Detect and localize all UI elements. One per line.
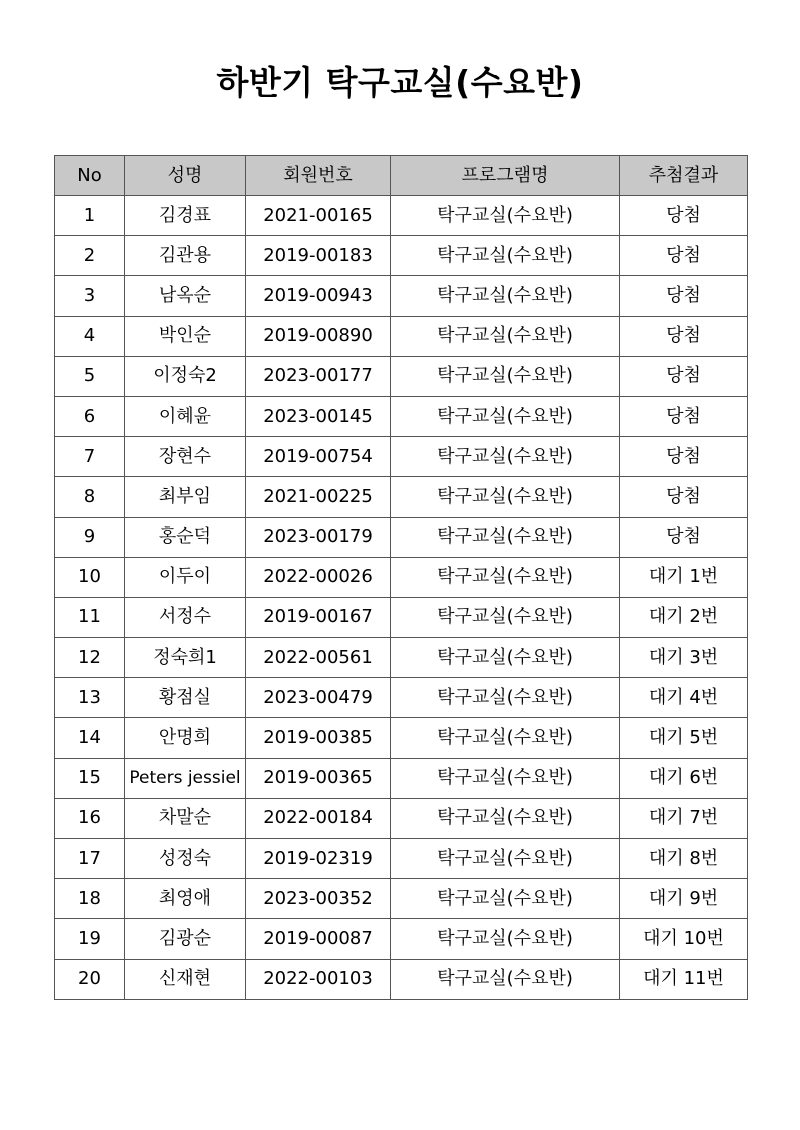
document-title: 하반기 탁구교실(수요반) [216,63,584,102]
table-row [55,919,748,959]
cell-no: 9 [55,517,125,557]
cell-no: 10 [55,557,125,597]
cell-result: 당첨 [620,477,748,517]
cell-program: 탁구교실(수요반) [391,396,620,436]
table-row [55,798,748,838]
cell-no: 13 [55,678,125,718]
cell-result: 당첨 [620,276,748,316]
cell-result: 대기 1번 [620,557,748,597]
table-row [55,276,748,316]
cell-no: 20 [55,959,125,999]
cell-no: 15 [55,758,125,798]
cell-member-id: 2023-00479 [246,678,391,718]
cell-member-id: 2022-00026 [246,557,391,597]
cell-name: 황점실 [125,678,246,718]
cell-result: 당첨 [620,437,748,477]
cell-result: 대기 2번 [620,597,748,637]
cell-program: 탁구교실(수요반) [391,437,620,477]
table-row [55,236,748,276]
cell-no: 8 [55,477,125,517]
cell-program: 탁구교실(수요반) [391,959,620,999]
cell-result: 당첨 [620,316,748,356]
cell-name: 최영애 [125,879,246,919]
table-row [55,718,748,758]
table-row [55,959,748,999]
cell-member-id: 2021-00225 [246,477,391,517]
cell-member-id: 2019-00890 [246,316,391,356]
cell-result: 당첨 [620,356,748,396]
cell-result: 당첨 [620,517,748,557]
cell-program: 탁구교실(수요반) [391,517,620,557]
cell-result: 대기 7번 [620,798,748,838]
table-row [55,356,748,396]
cell-program: 탁구교실(수요반) [391,678,620,718]
cell-no: 7 [55,437,125,477]
table-row [55,678,748,718]
cell-name: 이정숙2 [125,356,246,396]
header-result: 추첨결과 [620,156,748,196]
cell-result: 당첨 [620,236,748,276]
cell-program: 탁구교실(수요반) [391,356,620,396]
cell-result: 대기 4번 [620,678,748,718]
cell-no: 11 [55,597,125,637]
cell-member-id: 2019-00183 [246,236,391,276]
table-row [55,557,748,597]
header-program: 프로그램명 [391,156,620,196]
cell-member-id: 2019-02319 [246,839,391,879]
cell-no: 3 [55,276,125,316]
header-member-id: 회원번호 [246,156,391,196]
cell-member-id: 2023-00352 [246,879,391,919]
cell-member-id: 2021-00165 [246,196,391,236]
cell-member-id: 2023-00177 [246,356,391,396]
table-row [55,477,748,517]
cell-name: 박인순 [125,316,246,356]
cell-program: 탁구교실(수요반) [391,758,620,798]
table-row [55,758,748,798]
cell-member-id: 2019-00167 [246,597,391,637]
cell-no: 19 [55,919,125,959]
cell-no: 2 [55,236,125,276]
cell-member-id: 2019-00754 [246,437,391,477]
table-row [55,437,748,477]
cell-no: 12 [55,638,125,678]
cell-program: 탁구교실(수요반) [391,597,620,637]
cell-result: 당첨 [620,396,748,436]
cell-program: 탁구교실(수요반) [391,316,620,356]
cell-name: 성정숙 [125,839,246,879]
table-row [55,196,748,236]
cell-name: 정숙희1 [125,638,246,678]
table-header-row [55,156,748,196]
cell-no: 4 [55,316,125,356]
cell-no: 14 [55,718,125,758]
cell-program: 탁구교실(수요반) [391,718,620,758]
cell-no: 17 [55,839,125,879]
table-row [55,517,748,557]
table-row [55,638,748,678]
cell-program: 탁구교실(수요반) [391,196,620,236]
cell-name: 이혜윤 [125,396,246,436]
cell-program: 탁구교실(수요반) [391,879,620,919]
cell-member-id: 2023-00145 [246,396,391,436]
cell-result: 대기 9번 [620,879,748,919]
cell-member-id: 2022-00561 [246,638,391,678]
cell-result: 대기 5번 [620,718,748,758]
cell-result: 대기 10번 [620,919,748,959]
lottery-result-table [54,155,748,1000]
cell-result: 대기 8번 [620,839,748,879]
cell-no: 1 [55,196,125,236]
cell-name: 김경표 [125,196,246,236]
cell-name: 홍순덕 [125,517,246,557]
cell-name: 안명희 [125,718,246,758]
cell-program: 탁구교실(수요반) [391,638,620,678]
cell-name: 남옥순 [125,276,246,316]
cell-name: 김광순 [125,919,246,959]
cell-no: 16 [55,798,125,838]
table-body [55,196,748,1000]
cell-name: 서정수 [125,597,246,637]
cell-name: 이두이 [125,557,246,597]
cell-name: 최부임 [125,477,246,517]
cell-program: 탁구교실(수요반) [391,919,620,959]
cell-result: 당첨 [620,196,748,236]
table-row [55,597,748,637]
cell-member-id: 2019-00385 [246,718,391,758]
cell-program: 탁구교실(수요반) [391,557,620,597]
cell-no: 6 [55,396,125,436]
cell-no: 5 [55,356,125,396]
cell-program: 탁구교실(수요반) [391,839,620,879]
cell-program: 탁구교실(수요반) [391,236,620,276]
table-row [55,839,748,879]
cell-member-id: 2022-00184 [246,798,391,838]
table-row [55,396,748,436]
cell-member-id: 2019-00943 [246,276,391,316]
cell-member-id: 2019-00087 [246,919,391,959]
cell-result: 대기 6번 [620,758,748,798]
cell-program: 탁구교실(수요반) [391,276,620,316]
table-row [55,879,748,919]
cell-result: 대기 11번 [620,959,748,999]
cell-program: 탁구교실(수요반) [391,477,620,517]
header-name: 성명 [125,156,246,196]
cell-name: 장현수 [125,437,246,477]
cell-no: 18 [55,879,125,919]
cell-member-id: 2019-00365 [246,758,391,798]
cell-name: Peters jessiel [125,758,246,798]
cell-member-id: 2023-00179 [246,517,391,557]
cell-member-id: 2022-00103 [246,959,391,999]
cell-name: 신재현 [125,959,246,999]
cell-name: 김관용 [125,236,246,276]
header-no: No [55,156,125,196]
table-row [55,316,748,356]
cell-result: 대기 3번 [620,638,748,678]
cell-name: 차말순 [125,798,246,838]
cell-program: 탁구교실(수요반) [391,798,620,838]
